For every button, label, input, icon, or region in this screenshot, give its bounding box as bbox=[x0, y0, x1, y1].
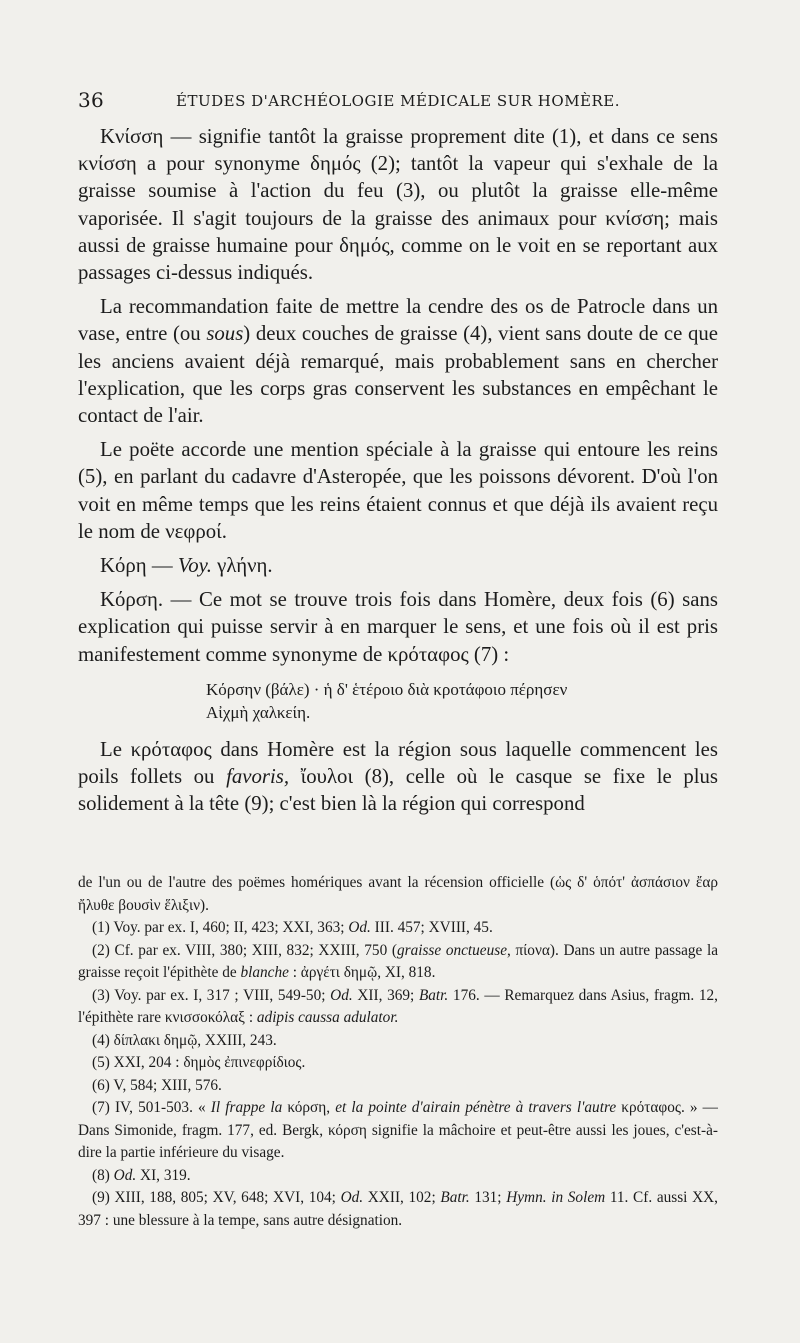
emphasis: sous bbox=[206, 322, 244, 346]
text-run: ) deux couches de graisse (4), vient sans doute de ce que les anciens avaient déjà remarqué, mais probablement sans en chercher l'explication, que les corps gras conservent les substances en empêchant le contact de l'air. bbox=[78, 322, 718, 428]
emphasis: Hymn. in Solem bbox=[506, 1189, 606, 1206]
emphasis: Od. bbox=[330, 986, 353, 1004]
text-run: (9) XIII, 188, 805; XV, 648; XVI, 104; bbox=[92, 1189, 341, 1206]
footnote-7 bbox=[78, 1097, 718, 1165]
text-run: XXII, 102; bbox=[363, 1189, 441, 1206]
text-run: κόρση, bbox=[282, 1099, 336, 1116]
quote-line-1: Κόρσην (βάλε) · ἡ δ' ἑτέροιο διὰ κροτάφοιο πέρησεν bbox=[206, 679, 568, 699]
text-run: 176. — Remarquez dans Asius, fragm. 12, l'épithète rare κνισσοκόλαξ : bbox=[78, 986, 718, 1026]
paragraph-reins: Le poëte accorde une mention spéciale à la graisse qui entoure les reins (5), en parlant du cadavre d'Asteropée, que les poissons dévorent. D'où l'on voit en même temps que les reins étaient connus et que déjà ils avaient reçu le nom de νεφροί. bbox=[78, 438, 718, 543]
text-run: (1) Voy. par ex. I, 460; II, 423; XXI, 363; bbox=[92, 919, 349, 936]
text-run: γλήνη. bbox=[211, 554, 273, 578]
footnote-3 bbox=[78, 985, 718, 1030]
text-run: (2) Cf. par ex. VIII, 380; XIII, 832; XXIII, 750 ( bbox=[92, 941, 397, 959]
footnote-5: (5) XXI, 204 : δημὸς ἐπινεφρίδιος. bbox=[92, 1054, 306, 1071]
emphasis: Od. bbox=[113, 1166, 137, 1184]
footnotes bbox=[78, 872, 718, 1232]
emphasis: Batr. bbox=[440, 1189, 470, 1206]
text-run: (8) bbox=[92, 1166, 114, 1184]
text-run: XI, 319. bbox=[136, 1166, 191, 1184]
text-run: Κόρη — bbox=[100, 554, 178, 578]
quote-line-2: Αἰχμὴ χαλκείη. bbox=[206, 702, 311, 722]
emphasis: Batr. bbox=[418, 986, 449, 1004]
footnote-8 bbox=[78, 1165, 718, 1188]
paragraph-knisse: Κνίσση — signifie tantôt la graisse proprement dite (1), et dans ce sens κνίσση a pour synonyme δημός (2); tantôt la vapeur qui s'exhale de la graisse soumise à l'action du feu (3), ou plutôt la graisse elle-même vaporisée. Il s'agit toujours de la graisse des animaux pour κνίσση; mais aussi de graisse humaine pour δημός, comme on le voit en se reportant aux passages ci-dessus indiqués. bbox=[78, 125, 718, 285]
page-number: 36 bbox=[78, 88, 105, 112]
emphasis: graisse onctueuse bbox=[396, 941, 507, 959]
text-run: : ἀργέτι δημῷ, XI, 818. bbox=[288, 964, 436, 981]
footnote-1 bbox=[78, 917, 718, 940]
text-run: III. 457; XVIII, 45. bbox=[370, 919, 493, 936]
emphasis: Od. bbox=[340, 1189, 364, 1206]
paragraph-krotaphos bbox=[78, 736, 718, 818]
text-run: (7) IV, 501-503. « bbox=[92, 1099, 211, 1116]
text-run: ἴουλοι (8), celle où le casque se fixe le plus solidement à la tête (9); c'est bien là la région qui correspond bbox=[78, 765, 718, 816]
paragraph-korse: Κόρση. — Ce mot se trouve trois fois dans Homère, deux fois (6) sans explication qui puisse servir à en marquer le sens, et une fois où il est pris manifestement comme synonyme de κρόταφος (7) : bbox=[78, 588, 718, 666]
emphasis: Il frappe la bbox=[210, 1099, 283, 1116]
emphasis: favoris, bbox=[226, 765, 290, 789]
text-run: 11. Cf. aussi XX, 397 : une blessure à la tempe, sans autre désignation. bbox=[78, 1189, 718, 1229]
emphasis: Od. bbox=[348, 919, 371, 936]
running-title: ÉTUDES D'ARCHÉOLOGIE MÉDICALE SUR HOMÈRE. bbox=[176, 92, 621, 110]
greek-quotation bbox=[206, 678, 718, 724]
footnote-continuation: de l'un ou de l'autre des poëmes homériques avant la récension officielle (ὡς δ' ὁπότ' ἀσπάσιον ἔαρ ἤλυθε βουσὶν ἕλιξιν). bbox=[78, 874, 718, 914]
main-text bbox=[78, 123, 718, 824]
footnote-4: (4) δίπλακι δημῷ, XXIII, 243. bbox=[92, 1031, 277, 1049]
text-run: , πίονα). Dans un autre passage la graisse reçoit l'épithète de bbox=[78, 941, 718, 981]
text-run: La recommandation faite de mettre la cendre des os de Patrocle dans un vase, entre (ou bbox=[78, 295, 718, 346]
footnote-6: (6) V, 584; XIII, 576. bbox=[92, 1076, 222, 1094]
footnote-2 bbox=[78, 940, 718, 985]
entry-kore bbox=[78, 552, 718, 579]
text-run: (3) Voy. par ex. I, 317 ; VIII, 549-50; bbox=[92, 986, 331, 1004]
emphasis: blanche bbox=[240, 964, 289, 981]
emphasis: adipis caussa adulator. bbox=[256, 1009, 399, 1026]
text-run: Le κρόταφος dans Homère est la région sous laquelle commencent les poils follets ou bbox=[78, 737, 718, 789]
text-run: κρόταφος. » — Dans Simonide, fragm. 177, ed. Bergk, κόρση signifie la mâchoire et peut-être aussi les joues, c'est-à-dire la partie inférieure du visage. bbox=[78, 1099, 718, 1161]
text-run: 131; bbox=[469, 1189, 507, 1206]
text-run: XII, 369; bbox=[352, 986, 419, 1004]
paragraph-patrocle bbox=[78, 293, 718, 429]
emphasis: et la pointe d'airain pénètre à travers l'autre bbox=[335, 1099, 617, 1116]
footnote-9 bbox=[78, 1187, 718, 1232]
emphasis: Voy. bbox=[177, 554, 212, 578]
